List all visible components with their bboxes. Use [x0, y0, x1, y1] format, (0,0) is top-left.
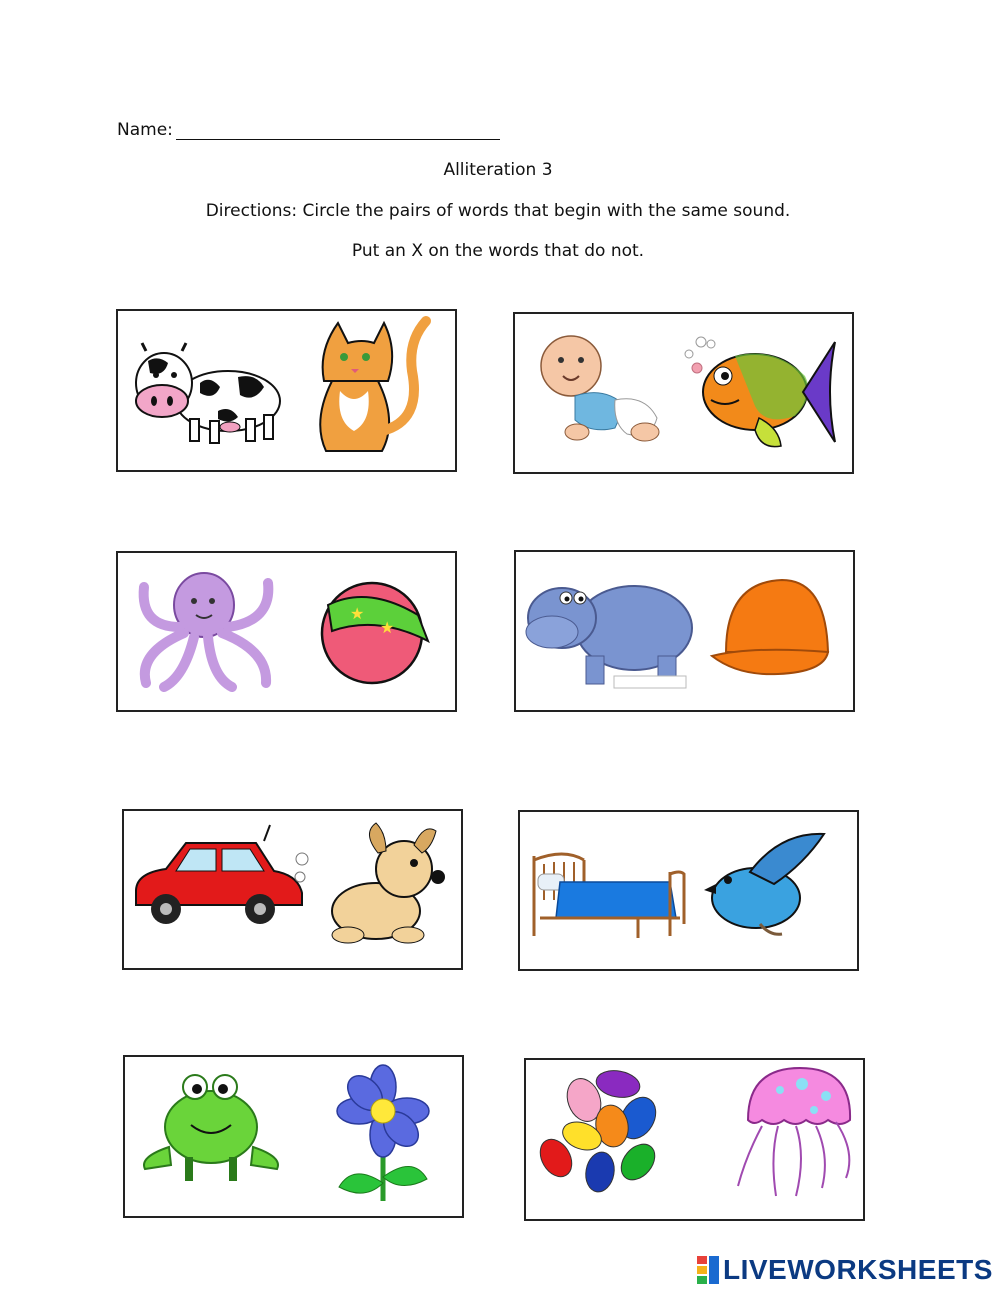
picture-pair-7[interactable]	[123, 1055, 464, 1218]
liveworksheets-logo-text: LIVEWORKSHEETS	[723, 1254, 993, 1285]
bed-picture[interactable]	[534, 854, 684, 938]
pair-6-pictures	[520, 812, 857, 969]
picture-pair-5[interactable]	[122, 809, 463, 970]
directions-line-2: Put an X on the words that do not.	[351, 241, 645, 261]
octopus-picture[interactable]	[144, 573, 269, 687]
pair-3-pictures	[118, 553, 455, 710]
cat-picture[interactable]	[320, 321, 426, 451]
name-input-line[interactable]	[176, 139, 500, 140]
pair-7-pictures	[125, 1057, 462, 1216]
dog-picture[interactable]	[332, 823, 445, 943]
baby-picture[interactable]	[541, 336, 659, 441]
picture-pair-4[interactable]	[514, 550, 855, 712]
name-label: Name:	[117, 120, 173, 140]
flower-picture[interactable]	[337, 1065, 429, 1201]
ball-picture[interactable]	[322, 583, 428, 683]
hat-picture[interactable]	[712, 580, 828, 674]
directions-line-1: Directions: Circle the pairs of words that begin with the same sound.	[205, 201, 791, 221]
jellyfish-picture[interactable]	[738, 1068, 850, 1196]
picture-pair-3[interactable]	[116, 551, 457, 712]
worksheet-title: Alliteration 3	[443, 160, 553, 180]
picture-pair-1[interactable]	[116, 309, 457, 472]
picture-pair-8[interactable]	[524, 1058, 865, 1221]
bird-picture[interactable]	[704, 834, 824, 934]
pair-8-pictures	[526, 1060, 863, 1219]
liveworksheets-logo[interactable]	[697, 1254, 993, 1286]
frog-picture[interactable]	[144, 1075, 278, 1181]
cow-picture[interactable]	[136, 343, 280, 443]
pair-4-pictures	[516, 552, 853, 710]
svg-text:★: ★	[380, 618, 395, 637]
fish-picture[interactable]	[685, 337, 835, 447]
pair-5-pictures	[124, 811, 461, 968]
pair-1-pictures	[118, 311, 455, 470]
car-picture[interactable]	[136, 825, 308, 924]
picture-pair-2[interactable]	[513, 312, 854, 474]
pair-2-pictures	[515, 314, 852, 472]
liveworksheets-logo-icon	[697, 1256, 719, 1284]
svg-text:★: ★	[350, 604, 365, 623]
jelly-beans-picture[interactable]	[534, 1067, 663, 1194]
hippo-picture[interactable]	[526, 586, 692, 688]
picture-pair-6[interactable]	[518, 810, 859, 971]
